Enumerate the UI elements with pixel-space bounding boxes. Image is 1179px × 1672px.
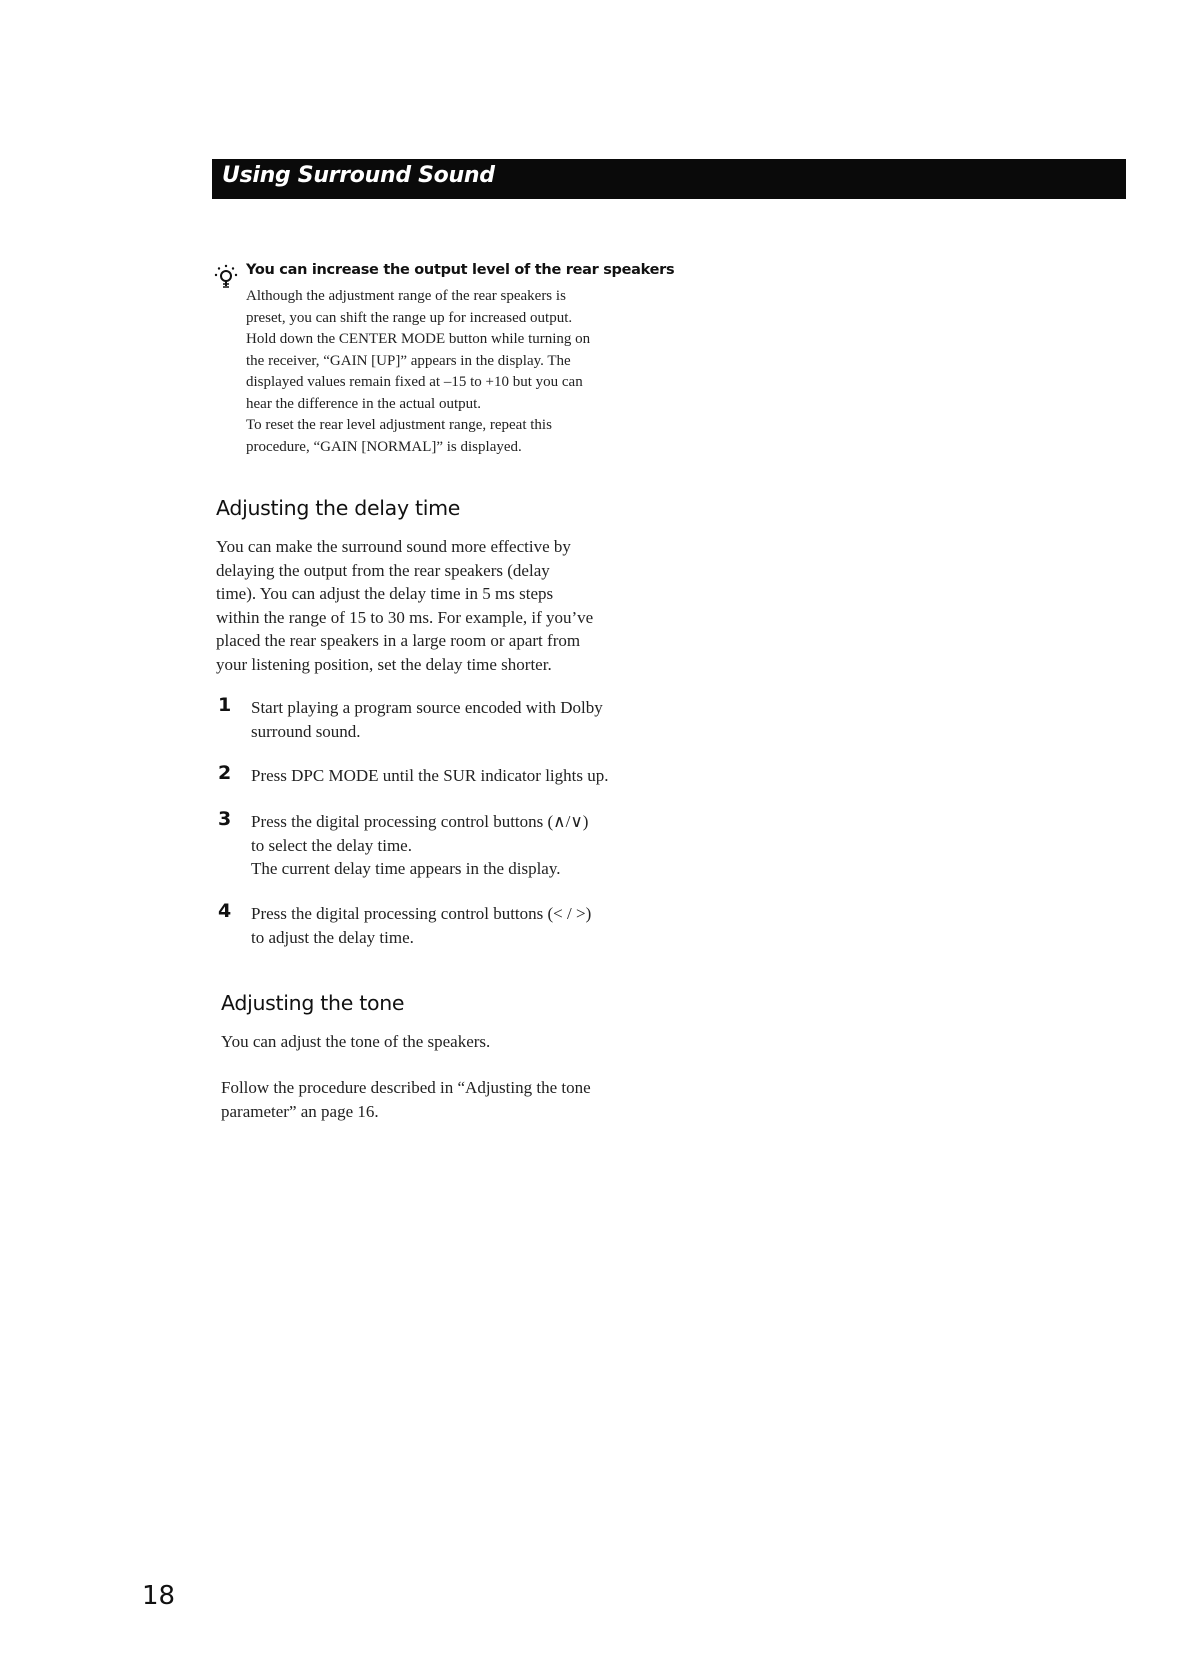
delay-intro-paragraph <box>216 535 656 676</box>
step-text <box>251 764 661 788</box>
step-line: The current delay time appears in the display. <box>251 859 561 878</box>
section-header-title: Using Surround Sound <box>222 163 495 188</box>
page-number: 18 <box>142 1581 176 1611</box>
step-line: Press DPC MODE until the SUR indicator lights up. <box>251 766 609 785</box>
tone-paragraph-2 <box>221 1076 661 1123</box>
step-line: to adjust the delay time. <box>251 927 414 947</box>
step-text <box>251 810 661 881</box>
tip-line: displayed values remain fixed at –15 to +10 but you can <box>246 374 583 390</box>
tip-line: the receiver, “GAIN [UP]” appears in the display. The <box>246 352 571 369</box>
step-number: 1 <box>218 694 232 716</box>
paragraph-line: You can make the surround sound more effective by <box>216 537 571 556</box>
paragraph-line: placed the rear speakers in a large room or apart from <box>216 631 581 650</box>
step-number: 4 <box>218 900 232 922</box>
tip-line: hear the difference in the actual output. <box>246 395 482 412</box>
lightbulb-icon <box>214 264 238 290</box>
step-text <box>251 696 661 743</box>
paragraph-line: within the range of 15 to 30 ms. For example, if you’ve <box>216 607 594 627</box>
tone-paragraph-1 <box>221 1030 661 1054</box>
paragraph-line: delaying the output from the rear speakers (delay <box>216 560 550 580</box>
paragraph-line: time). You can adjust the delay time in 5 ms steps <box>216 584 554 603</box>
section-header-bar <box>212 159 1126 199</box>
delay-section-heading: Adjusting the delay time <box>216 496 461 520</box>
tip-line: procedure, “GAIN [NORMAL]” is displayed. <box>246 438 522 455</box>
tip-line: preset, you can shift the range up for increased output. <box>246 309 573 326</box>
paragraph-line: You can adjust the tone of the speakers. <box>221 1032 491 1051</box>
paragraph-line: your listening position, set the delay time shorter. <box>216 654 552 674</box>
step-number: 3 <box>218 808 232 830</box>
paragraph-line: Follow the procedure described in “Adjusting the tone <box>221 1078 591 1097</box>
step-line: Press the digital processing control buttons (∧/∨) <box>251 812 589 831</box>
tip-line: Hold down the CENTER MODE button while turning on <box>246 331 591 347</box>
step-number: 2 <box>218 762 232 784</box>
tone-section-heading: Adjusting the tone <box>221 991 405 1015</box>
tip-line: To reset the rear level adjustment range, repeat this <box>246 417 552 433</box>
step-line: to select the delay time. <box>251 835 412 855</box>
tip-line: Although the adjustment range of the rear speakers is <box>246 288 566 304</box>
step-line: surround sound. <box>251 721 361 741</box>
step-line: Start playing a program source encoded with Dolby <box>251 698 603 717</box>
step-text <box>251 902 661 949</box>
paragraph-line: parameter” an page 16. <box>221 1101 379 1121</box>
step-line: Press the digital processing control buttons (< / >) <box>251 904 592 923</box>
tip-body <box>246 286 656 458</box>
tip-heading: You can increase the output level of the rear speakers <box>246 262 675 278</box>
